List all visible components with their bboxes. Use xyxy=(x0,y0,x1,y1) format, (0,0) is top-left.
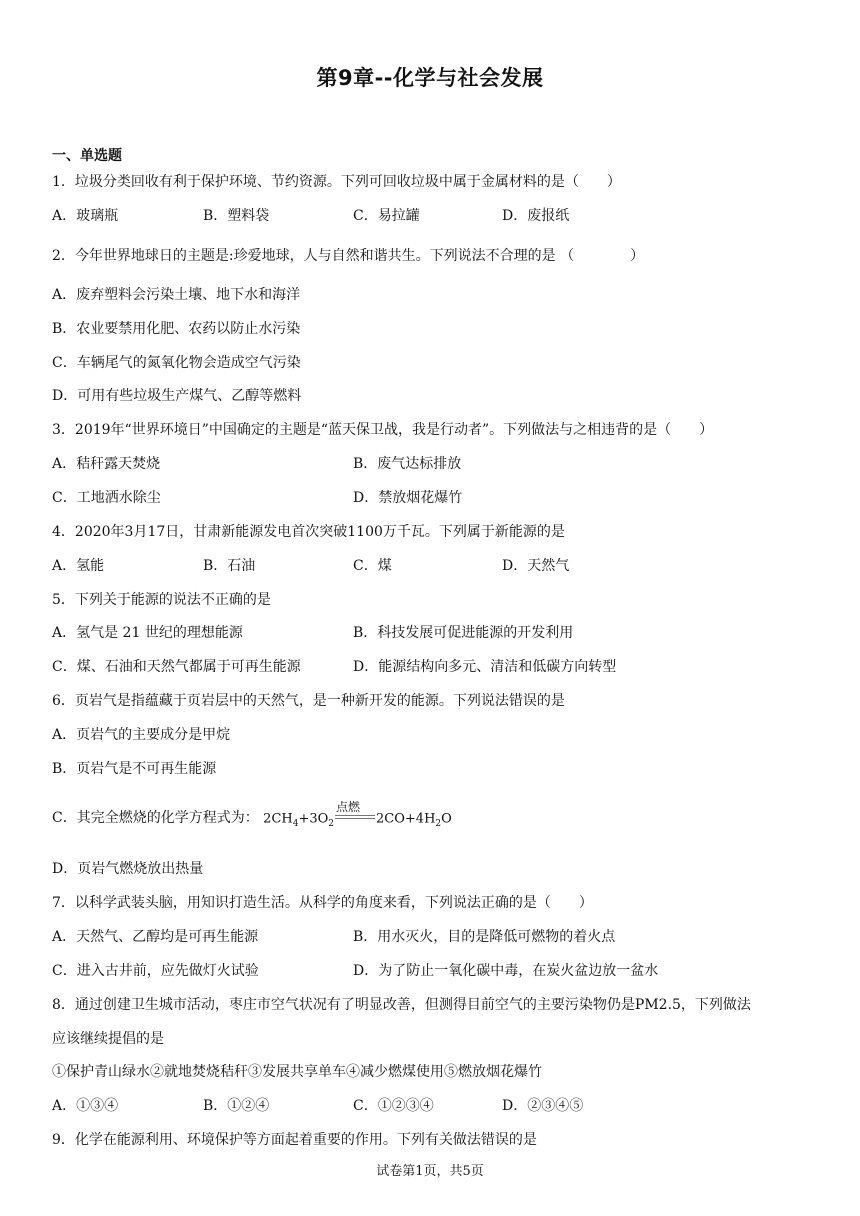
question-3-option-c: C．工地洒水除尘 xyxy=(52,490,161,506)
question-6-option-c-prefix: C．其完全燃烧的化学方程式为： xyxy=(52,810,259,826)
question-6-option-b: B．页岩气是不可再生能源 xyxy=(52,761,217,777)
question-6-option-a: A．页岩气的主要成分是甲烷 xyxy=(52,727,231,743)
reaction-condition-sign xyxy=(334,799,376,829)
reaction-condition: 点燃 xyxy=(336,799,361,814)
question-8-option-b: B．①②④ xyxy=(203,1098,270,1114)
question-7-option-c: C．进入古井前，应先做灯火试验 xyxy=(52,963,259,979)
question-7-option-d: D．为了防止一氧化碳中毒，在炭火盆边放一盆水 xyxy=(353,963,659,979)
question-6-option-c xyxy=(52,799,452,834)
question-6-option-d: D．页岩气燃烧放出热量 xyxy=(52,861,204,877)
question-4-option-a: A．氢能 xyxy=(52,558,105,574)
question-2-stem: 2．今年世界地球日的主题是:珍爱地球，人与自然和谐共生。下列说法不合理的是 （ ） xyxy=(52,248,645,264)
question-6-stem: 6．页岩气是指蕴藏于页岩层中的天然气，是一种新开发的能源。下列说法错误的是 xyxy=(52,693,565,709)
equals-bar xyxy=(335,818,375,819)
page-title: 第9章--化学与社会发展 xyxy=(316,66,544,90)
question-1-option-a: A．玻璃瓶 xyxy=(52,208,119,224)
equation-term: 2CH xyxy=(263,811,293,826)
equation-term: 2CO+4H xyxy=(376,811,436,826)
page-footer: 试卷第1页，共5页 xyxy=(376,1164,484,1179)
question-4-stem: 4．2020年3月17日，甘肃新能源发电首次突破1100万千瓦。下列属于新能源的是 xyxy=(52,524,565,540)
question-8-option-d: D．②③④⑤ xyxy=(502,1098,584,1114)
question-5-option-d: D．能源结构向多元、清洁和低碳方向转型 xyxy=(353,659,617,675)
section-heading: 一、单选题 xyxy=(52,148,122,164)
question-1-option-b: B．塑料袋 xyxy=(203,208,270,224)
question-8-stem-line1: 8．通过创建卫生城市活动，枣庄市空气状况有了明显改善，但测得目前空气的主要污染物仍是PM2.5，下列做法 xyxy=(52,997,751,1013)
question-7-option-b: B．用水灭火，目的是降低可燃物的着火点 xyxy=(353,929,616,945)
question-3-stem: 3．2019年“世界环境日”中国确定的主题是“蓝天保卫战，我是行动者”。下列做法与之相违背的是（ ） xyxy=(52,422,714,438)
question-8-stem-line2: 应该继续提倡的是 xyxy=(52,1031,164,1047)
question-7-option-a: A．天然气、乙醇均是可再生能源 xyxy=(52,929,259,945)
question-4-option-c: C．煤 xyxy=(353,558,392,574)
question-9-stem: 9．化学在能源利用、环境保护等方面起着重要的作用。下列有关做法错误的是 xyxy=(52,1132,537,1148)
question-8-option-a: A．①③④ xyxy=(52,1098,119,1114)
question-2-option-a: A．废弃塑料会污染土壤、地下水和海洋 xyxy=(52,287,301,303)
equation-subscript: 2 xyxy=(328,818,335,829)
equation-subscript: 2 xyxy=(435,818,442,829)
question-3-option-d: D．禁放烟花爆竹 xyxy=(353,490,463,506)
question-2-option-c: C．车辆尾气的氮氧化物会造成空气污染 xyxy=(52,355,301,371)
question-7-stem: 7．以科学武装头脑，用知识打造生活。从科学的角度来看，下列说法正确的是（ ） xyxy=(52,895,593,911)
question-2-option-d: D．可用有些垃圾生产煤气、乙醇等燃料 xyxy=(52,388,302,404)
chemical-equation xyxy=(263,799,452,834)
question-1-stem: 1．垃圾分类回收有利于保护环境、节约资源。下列可回收垃圾中属于金属材料的是（ ） xyxy=(52,174,621,190)
question-1-option-c: C．易拉罐 xyxy=(353,208,420,224)
question-5-option-c: C．煤、石油和天然气都属于可再生能源 xyxy=(52,659,301,675)
question-4-option-d: D．天然气 xyxy=(502,558,570,574)
question-2-option-b: B．农业要禁用化肥、农药以防止水污染 xyxy=(52,321,301,337)
question-4-option-b: B．石油 xyxy=(203,558,256,574)
question-5-stem: 5．下列关于能源的说法不正确的是 xyxy=(52,592,271,608)
question-5-option-b: B．科技发展可促进能源的开发利用 xyxy=(353,625,574,641)
question-5-option-a: A．氢气是 21 世纪的理想能源 xyxy=(52,625,243,641)
question-8-items: ①保护青山绿水②就地焚烧秸秆③发展共享单车④减少燃煤使用⑤燃放烟花爆竹 xyxy=(52,1064,542,1080)
equation-term: O xyxy=(441,811,452,826)
question-1-option-d: D．废报纸 xyxy=(502,208,570,224)
question-3-option-b: B．废气达标排放 xyxy=(353,456,462,472)
equation-subscript: 4 xyxy=(292,818,299,829)
question-8-option-c: C．①②③④ xyxy=(353,1098,434,1114)
question-3-option-a: A．秸秆露天焚烧 xyxy=(52,456,161,472)
equation-term: +3O xyxy=(298,811,329,826)
equals-bar xyxy=(335,815,375,816)
